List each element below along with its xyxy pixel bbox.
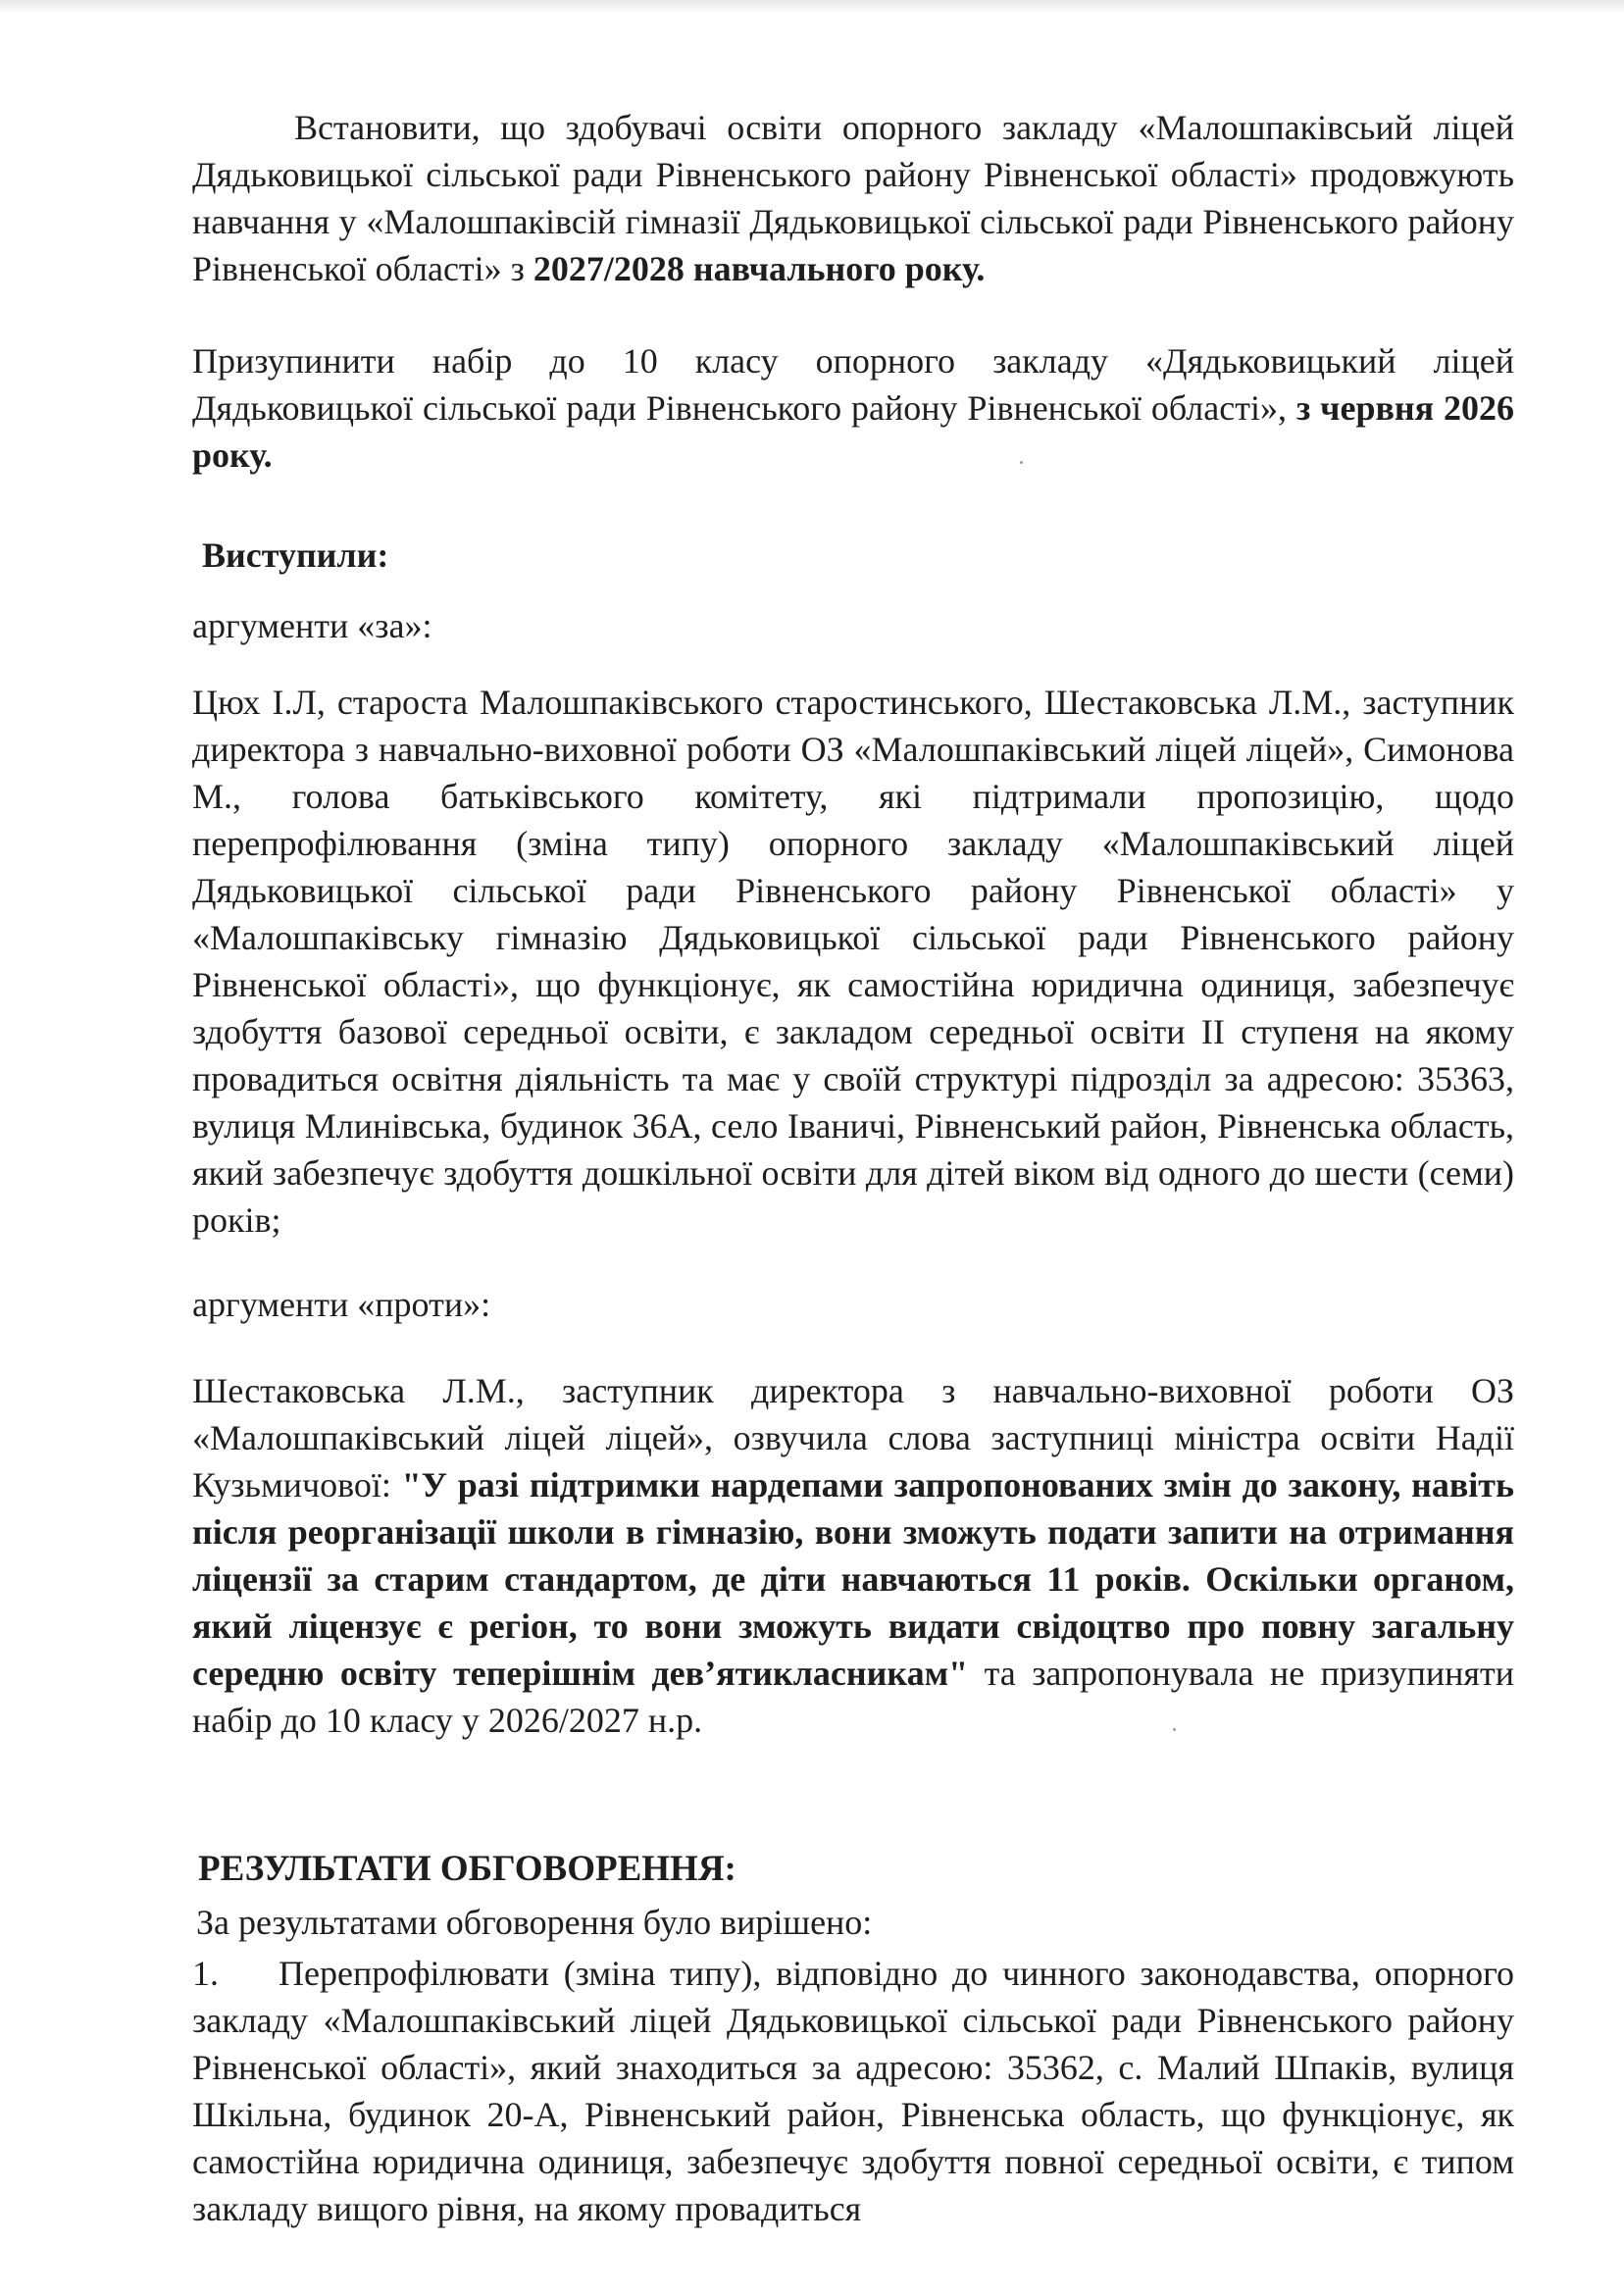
results-heading: РЕЗУЛЬТАТИ ОБГОВОРЕННЯ:: [198, 1849, 736, 1889]
arguments-against-paragraph: [192, 1367, 1514, 1744]
results-item-1-text: Перепрофілювати (зміна типу), відповідно до чинного законодавства, опорного закладу «Малошпаківський ліцей Дядьковицької сільської ради Рівненського району Рівненської області», який знаходиться за адресою: 35362, с. Малий Шпаків, вулиця Шкільна, будинок 20-А, Рівненський район, Рівненська область, що функціонує, як самостійна юридична одиниця, забезпечує здобуття повної середньої освіти, є типом закладу вищого рівня, на якому провадиться: [192, 1954, 1514, 2228]
speakers-heading: Виступили:: [202, 535, 389, 575]
document-body: [192, 104, 1514, 2232]
arguments-against-proposal: та запропонувала не призупиняти набір до 10 класу у 2026/2027 н.р.: [192, 1654, 1514, 1740]
scan-edge-shadow: [0, 0, 1624, 14]
arguments-for-label: аргументи «за»:: [192, 606, 432, 645]
results-item-1-number: 1.: [192, 1954, 219, 1993]
results-intro: За результатами обговорення було вирішено:: [196, 1903, 873, 1942]
deputy-minister-quote: "У разі підтримки нардепами запропонованих змін до закону, навіть після реорганізації школи в гімназію, вони зможуть подати запити на отримання ліцензії за старим стандартом, де діти навчаються 11 років. Оскільки органом, який ліцензує є регіон, то вони зможуть видати свідоцтво про повну загальну середню освіту теперішнім дев’ятикласникам": [192, 1465, 1514, 1693]
arguments-for-text: Цюх І.Л, староста Малошпаківського старостинського, Шестаковська Л.М., заступник директора з навчально-виховної роботи ОЗ «Малошпаківський ліцей ліцей», Симонова М., голова батьківського комітету, які підтримали пропозицію, щодо перепрофілювання (зміна типу) опорного закладу «Малошпаківський ліцей Дядьковицької сільської ради Рівненського району Рівненської області» у «Малошпаківську гімназію Дядьковицької сільської ради Рівненського району Рівненської області», що функціонує, як самостійна юридична одиниця, забезпечує здобуття базової середньої освіти, є закладом середньої освіти ІІ ступеня на якому провадиться освітня діяльність та має у своїй структурі підрозділ за адресою: 35363, вулиця Млинівська, будинок 36А, село Іваничі, Рівненський район, Рівненська область, який забезпечує здобуття дошкільної освіти для дітей віком від одного до шести (семи) років;: [192, 683, 1514, 1240]
arguments-against-label: аргументи «проти»:: [192, 1285, 491, 1324]
decision-paragraph-2: [192, 337, 1514, 479]
arguments-against-text: Шестаковська Л.М., заступник директора з навчально-виховної роботи ОЗ «Малошпаківський ліцей ліцей», озвучила слова заступниці міністра освіти Надії Кузьмичової:: [192, 1371, 1514, 1504]
decision-paragraph-1-text: Встановити, що здобувачі освіти опорного закладу «Малошпаківсьий ліцей Дядьковицької сільської ради Рівненського району Рівненської області» продовжують навчання у «Малошпаківсій гімназії Дядьковицької сільської ради Рівненського району Рівненської області» з: [192, 108, 1514, 288]
results-item-1: [192, 1950, 1514, 2232]
decision-paragraph-1: [192, 104, 1514, 292]
decision-paragraph-2-bold: з червня 2026 року.: [192, 388, 1514, 475]
decision-paragraph-1-bold: 2027/2028 навчального року.: [533, 249, 986, 288]
decision-paragraph-2-text: Призупинити набір до 10 класу опорного закладу «Дядьковицький ліцей Дядьковицької сільської ради Рівненського району Рівненської області»,: [192, 341, 1514, 428]
